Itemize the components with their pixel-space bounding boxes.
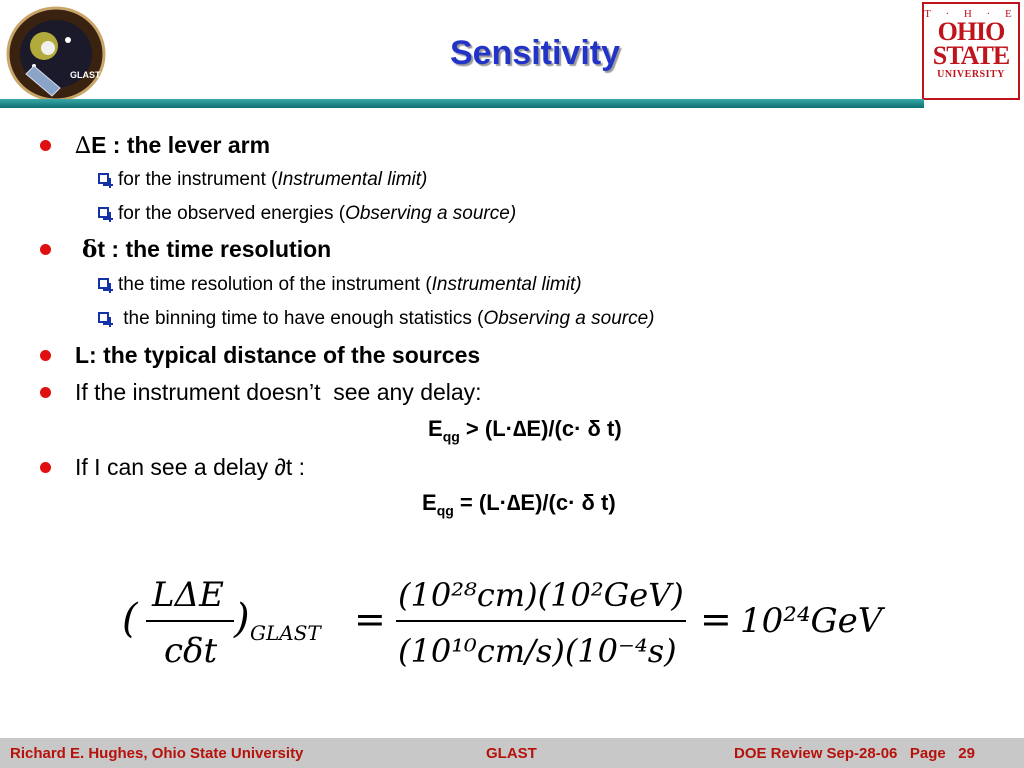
equation-lower-bound <box>428 416 622 444</box>
bullet-dot <box>40 462 51 473</box>
sub-bullet-text: the binning time to have enough statistics ( <box>118 308 484 329</box>
equation-subscript: qg <box>442 428 460 445</box>
equation-lhs: E <box>422 490 437 515</box>
bullet-dot <box>40 244 51 255</box>
equation-rhs: > (L·∆E)/(c· δ t) <box>459 416 622 441</box>
bullet-text: If the instrument doesn’t see any delay: <box>75 379 482 405</box>
sub-bullet-text: for the instrument ( <box>118 169 278 190</box>
bullet-text: t : the time resolution <box>97 236 332 262</box>
logo-ohio: OHIO <box>937 17 1005 46</box>
footer-project: GLAST <box>486 745 537 762</box>
sub-bullet-emphasis: Instrumental limit) <box>431 274 582 295</box>
checkbox-bullet-icon <box>98 278 109 289</box>
equation-lhs: E <box>428 416 443 441</box>
formula-equals-1: = <box>354 597 386 641</box>
glast-sensitivity-formula <box>120 566 900 676</box>
bullet-text: If I can see a delay ∂t : <box>75 454 305 480</box>
equation-equality <box>422 490 616 518</box>
formula-close-paren: ) <box>234 596 250 642</box>
slide-footer <box>0 738 1024 768</box>
delta-symbol: ∆ <box>75 133 92 159</box>
formula-result: 10²⁴GeV <box>740 601 883 641</box>
formula-lhs-denominator: cδt <box>164 631 218 671</box>
logo-state: STATE <box>932 41 1010 70</box>
title-divider <box>0 99 924 108</box>
checkbox-bullet-icon <box>98 173 109 184</box>
bullet-dot <box>40 350 51 361</box>
formula-lhs-numerator: LΔE <box>152 575 224 615</box>
footer-author: Richard E. Hughes, Ohio State University <box>10 745 304 762</box>
formula-rhs-denominator: (10¹⁰cm/s)(10⁻⁴s) <box>398 632 677 670</box>
equation-subscript: qg <box>436 502 454 519</box>
sub-bullet-emphasis: Observing a source) <box>345 203 517 224</box>
sub-bullet-text: for the observed energies ( <box>118 203 346 224</box>
footer-page-info: DOE Review Sep-28-06 Page 29 <box>734 745 975 762</box>
formula-rhs-numerator: (10²⁸cm)(10²GeV) <box>398 576 684 614</box>
glast-logo-label: GLAST <box>70 70 101 80</box>
sub-bullet-emphasis: Instrumental limit) <box>277 169 428 190</box>
formula-equals-2: = <box>700 597 732 641</box>
delta-t-symbol: δ <box>82 236 98 263</box>
bullet-text: L: the typical distance of the sources <box>75 342 481 368</box>
bullet-dot <box>40 387 51 398</box>
slide-title: Sensitivity <box>449 34 621 72</box>
logo-university: UNIVERSITY <box>937 69 1005 80</box>
logo-the: T · H · E <box>924 8 1018 20</box>
bullet-text: E : the lever arm <box>91 132 271 158</box>
checkbox-bullet-icon <box>98 207 109 218</box>
sub-bullet-text: the time resolution of the instrument ( <box>118 274 432 295</box>
formula-open-paren: ( <box>122 596 138 642</box>
sub-bullet-emphasis: Observing a source) <box>483 308 655 329</box>
formula-lhs-subscript: GLAST <box>250 621 321 645</box>
equation-rhs: = (L·∆E)/(c· δ t) <box>453 490 616 515</box>
checkbox-bullet-icon <box>98 312 109 323</box>
bullet-dot <box>40 140 51 151</box>
